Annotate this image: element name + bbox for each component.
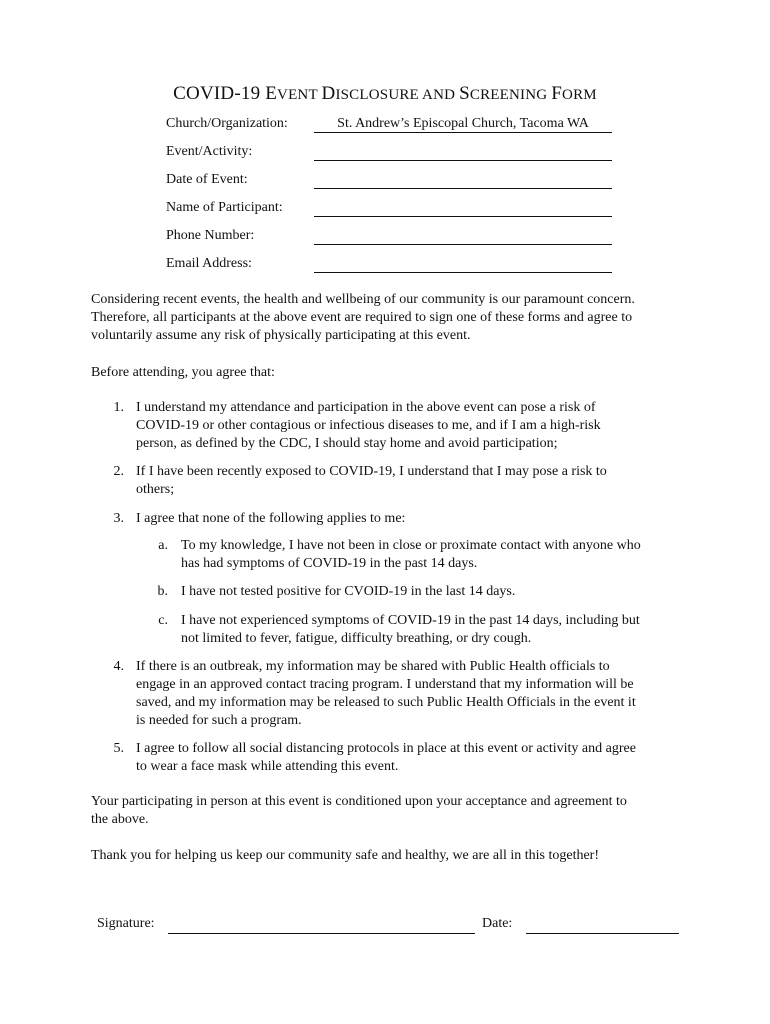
closing-paragraph xyxy=(91,793,691,829)
thank-you-text: Thank you for helping us keep our community safe and healthy, we are all in this together! xyxy=(91,848,599,863)
item-number: 2. xyxy=(113,464,124,479)
sub-item-letter: c. xyxy=(158,613,168,628)
intro-line: Therefore, all participants at the above event are required to sign one of these forms and agree to xyxy=(91,310,633,325)
before-attending-text: Before attending, you agree that: xyxy=(91,365,275,380)
sub-item-line: I have not experienced symptoms of COVID-19 in the past 14 days, including but xyxy=(181,613,640,628)
field-church xyxy=(166,116,626,136)
form-title: COVID-19 EVENT DISCLOSURE AND SCREENING FORM xyxy=(173,83,597,104)
sub-item-letter: b. xyxy=(157,584,168,599)
item-line: If I have been recently exposed to COVID-19, I understand that I may pose a risk to xyxy=(136,464,607,479)
intro-line: voluntarily assume any risk of physically participating at this event. xyxy=(91,328,471,343)
signature-input[interactable] xyxy=(168,933,475,934)
signature-date-input[interactable] xyxy=(526,933,679,934)
participant-name-input[interactable] xyxy=(314,200,612,217)
intro-paragraph xyxy=(91,291,691,345)
closing-line: the above. xyxy=(91,812,149,827)
sub-item-line: not limited to fever, fatigue, difficulty breathing, or dry cough. xyxy=(181,631,532,646)
field-event xyxy=(166,144,626,164)
sub-item-line: To my knowledge, I have not been in close or proximate contact with anyone who xyxy=(181,538,641,553)
event-input[interactable] xyxy=(314,144,612,161)
item-line: If there is an outbreak, my information may be shared with Public Health officials to xyxy=(136,659,610,674)
closing-line: Your participating in person at this event is conditioned upon your acceptance and agreement to xyxy=(91,794,627,809)
email-input[interactable] xyxy=(314,256,612,273)
field-event-label: Event/Activity: xyxy=(166,144,253,159)
field-participant xyxy=(166,200,626,220)
intro-line: Considering recent events, the health and wellbeing of our community is our paramount concern. xyxy=(91,292,635,307)
item-number: 1. xyxy=(113,400,124,415)
field-date-of-event xyxy=(166,172,626,192)
item-line: others; xyxy=(136,482,175,497)
item-line: to wear a face mask while attending this event. xyxy=(136,759,399,774)
date-of-event-input[interactable] xyxy=(314,172,612,189)
field-phone xyxy=(166,228,626,248)
field-participant-label: Name of Participant: xyxy=(166,200,283,215)
item-line: I agree that none of the following applies to me: xyxy=(136,511,406,526)
phone-input[interactable] xyxy=(314,228,612,245)
sub-item-line: has had symptoms of COVID-19 in the past 14 days. xyxy=(181,556,478,571)
item-line: COVID-19 or other contagious or infectious diseases to me, and if I am a high-risk xyxy=(136,418,601,433)
item-line: I understand my attendance and participation in the above event can pose a risk of xyxy=(136,400,596,415)
signature-label: Signature: xyxy=(97,916,155,931)
item-number: 3. xyxy=(113,511,124,526)
field-church-label: Church/Organization: xyxy=(166,116,288,131)
item-line: I agree to follow all social distancing protocols in place at this event or activity and agree xyxy=(136,741,636,756)
item-line: is needed for such a program. xyxy=(136,713,302,728)
item-line: person, as defined by the CDC, I should stay home and avoid participation; xyxy=(136,436,558,451)
sub-item-letter: a. xyxy=(158,538,168,553)
item-number: 5. xyxy=(113,741,124,756)
church-input[interactable]: St. Andrew’s Episcopal Church, Tacoma WA xyxy=(314,116,612,133)
item-line: saved, and my information may be released to such Public Health Officials in the event it xyxy=(136,695,636,710)
sub-item-line: I have not tested positive for CVOID-19 in the last 14 days. xyxy=(181,584,516,599)
field-email-label: Email Address: xyxy=(166,256,252,271)
field-phone-label: Phone Number: xyxy=(166,228,255,243)
field-email xyxy=(166,256,626,276)
field-date-label: Date of Event: xyxy=(166,172,248,187)
date-label: Date: xyxy=(482,916,513,931)
item-number: 4. xyxy=(113,659,124,674)
item-line: engage in an approved contact tracing program. I understand that my information will be xyxy=(136,677,634,692)
